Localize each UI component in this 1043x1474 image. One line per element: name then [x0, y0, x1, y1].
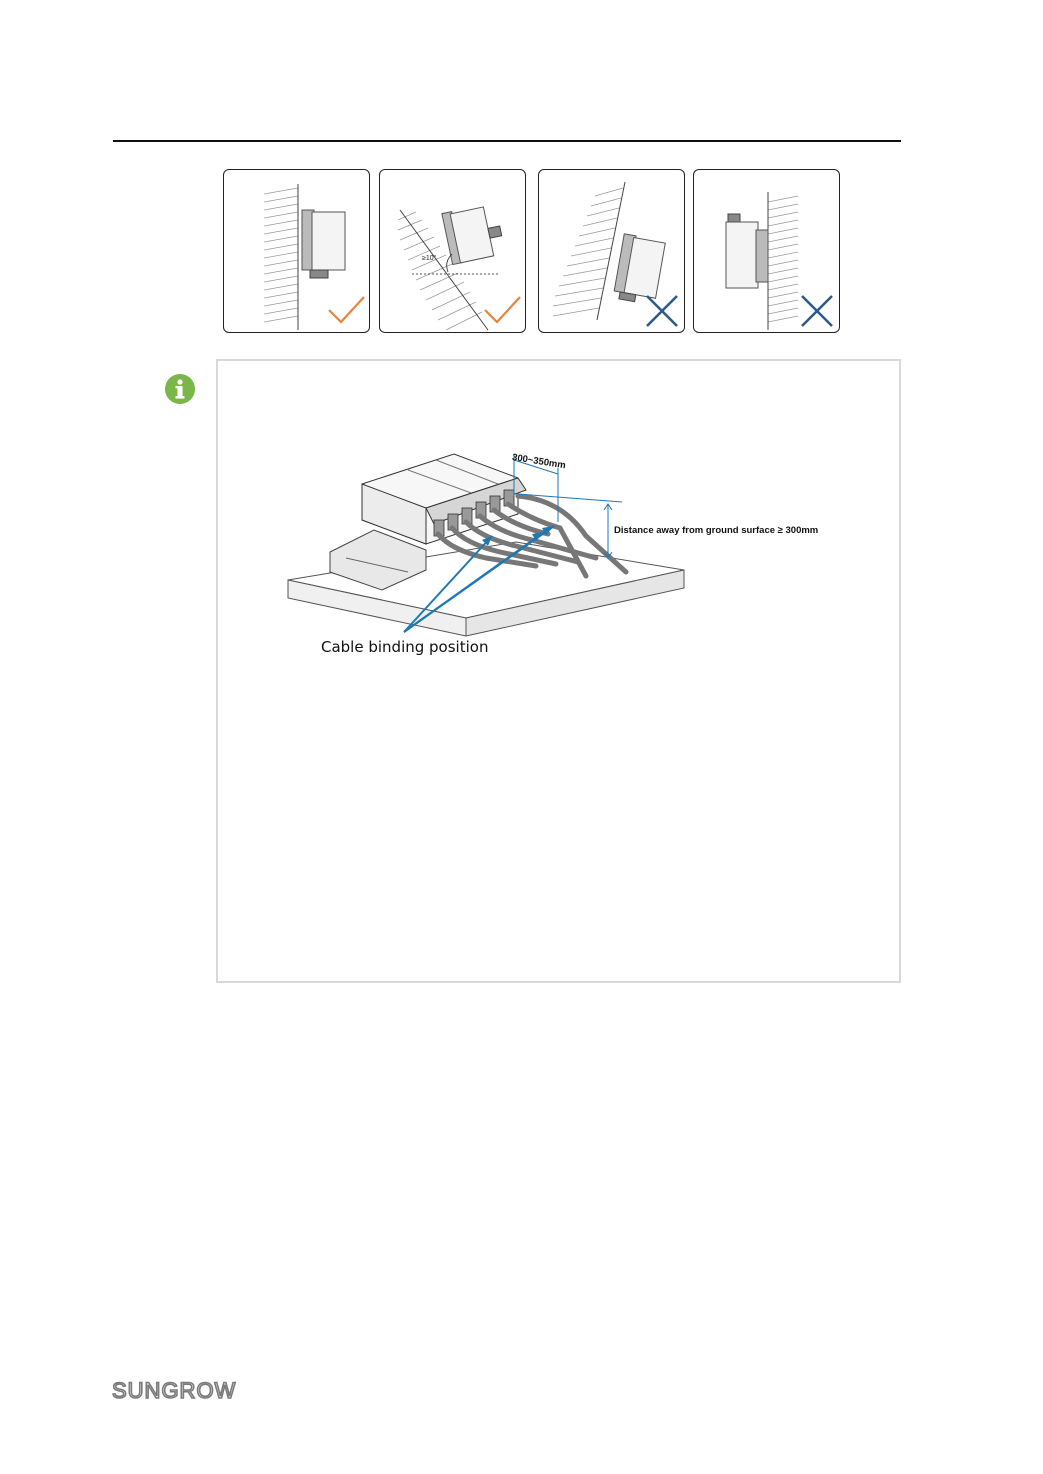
dimension-label: 300~350mm — [511, 452, 567, 472]
install-example-forward-tilt — [538, 169, 685, 333]
header-rule — [113, 140, 901, 142]
install-example-tilted — [379, 169, 526, 333]
brand-text: SUNGROW — [112, 1380, 237, 1402]
install-example-upside-down — [693, 169, 840, 333]
cable-binding-figure — [286, 440, 832, 662]
check-icon — [329, 297, 364, 322]
info-icon — [164, 373, 196, 405]
angle-label: ≥10° — [422, 255, 437, 262]
ground-distance-label: Distance away from ground surface ≥ 300mm — [614, 525, 819, 536]
check-icon — [485, 297, 520, 322]
install-example-upright — [223, 169, 370, 333]
cable-binding-label: Cable binding position — [321, 638, 489, 656]
sungrow-logo — [112, 1380, 272, 1402]
